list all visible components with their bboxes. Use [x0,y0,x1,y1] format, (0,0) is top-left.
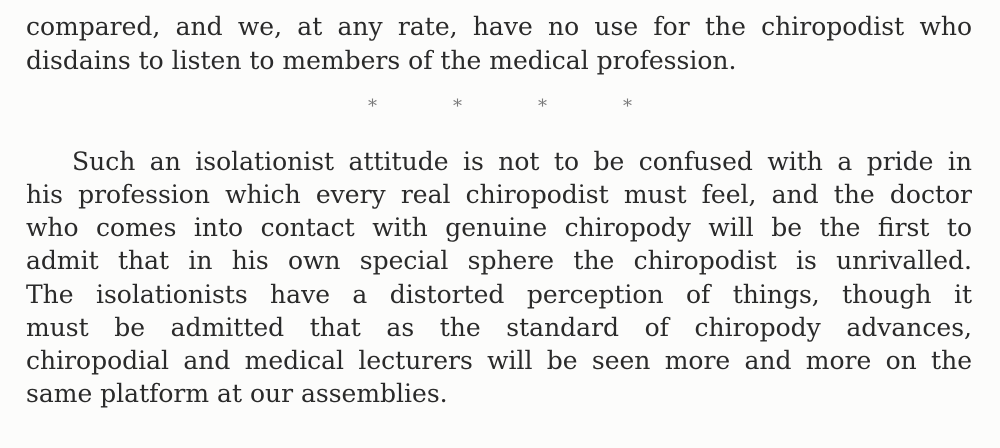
text-line: compared, and we, at any rate, have no use for the chiropodist who [26,12,972,41]
text-line: his profession which every real chiropodist must feel, and the doctor [26,180,972,209]
section-separator [368,95,632,119]
text-line: who comes into contact with genuine chiropody will be the first to [26,213,972,242]
text-line: The isolationists have a distorted perception of things, though it [26,280,972,309]
asterisk-mark: * [453,96,462,117]
asterisk-mark: * [368,96,377,117]
text-line: disdains to listen to members of the medical profession. [26,46,737,75]
text-line: chiropodial and medical lecturers will be seen more and more on the [26,346,972,375]
text-line: admit that in his own special sphere the chiropodist is unrivalled. [26,246,972,275]
text-line: Such an isolationist attitude is not to be confused with a pride in [72,147,972,176]
text-line: same platform at our assemblies. [26,379,448,408]
text-line: must be admitted that as the standard of chiropody advances, [26,313,972,342]
asterisk-mark: * [538,96,547,117]
asterisk-mark: * [623,96,632,117]
